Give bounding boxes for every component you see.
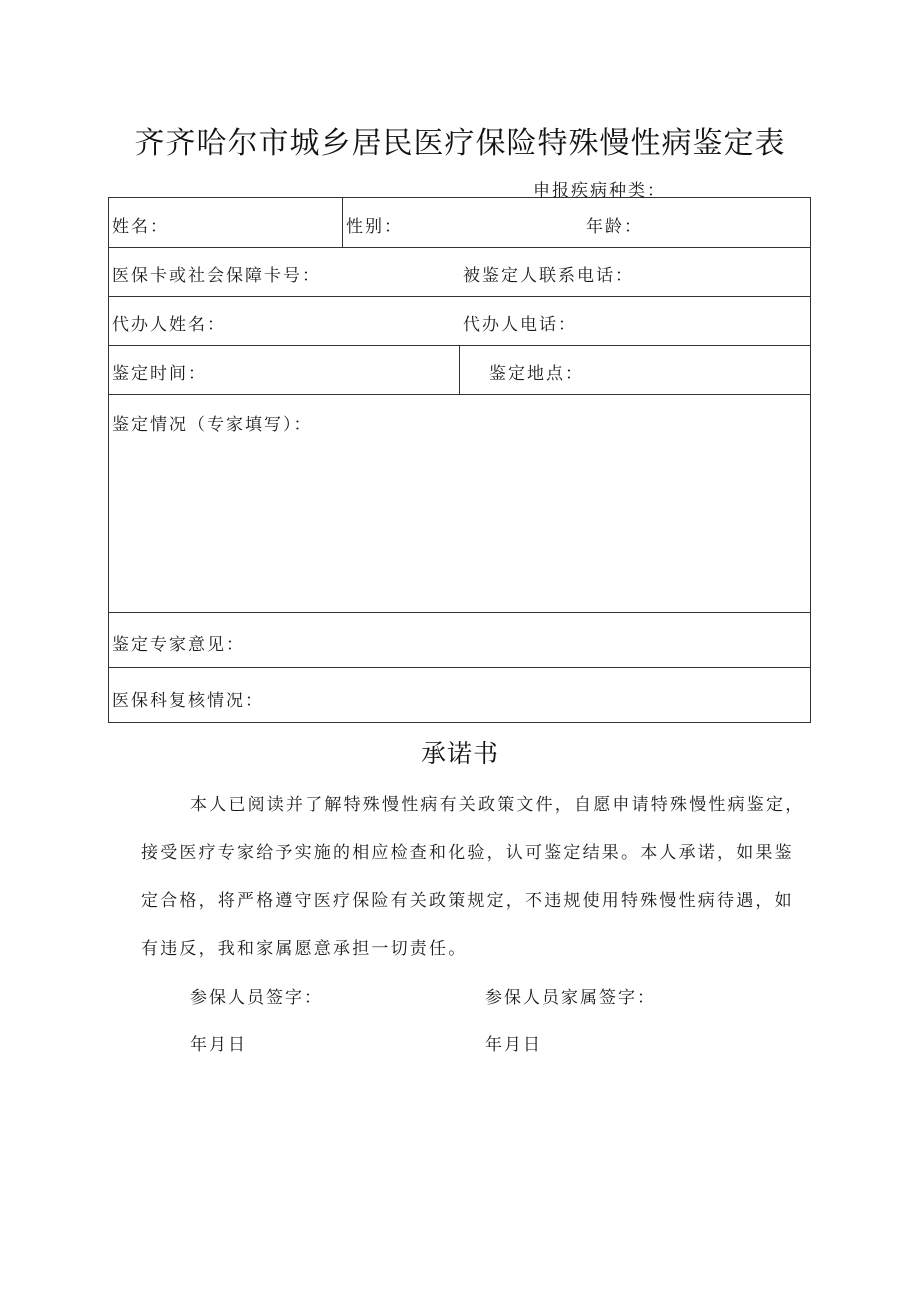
agent-phone-field[interactable]: 代办人电话： [463, 315, 577, 335]
pledge-line: 接受医疗专家给予实施的相应检查和化验，认可鉴定结果。本人承诺，如果鉴 [141, 843, 794, 863]
disease-type-label: 申报疾病种类： [533, 181, 666, 201]
row-divider [109, 247, 810, 248]
review-field[interactable]: 医保科复核情况： [112, 691, 264, 711]
assessment-form-table [108, 197, 811, 723]
name-field[interactable]: 姓名： [112, 217, 169, 237]
insured-date-field[interactable]: 年月日 [190, 1035, 247, 1055]
column-divider [459, 345, 460, 394]
gender-field[interactable]: 性别： [346, 217, 403, 237]
pledge-line: 定合格，将严格遵守医疗保险有关政策规定，不违规使用特殊慢性病待遇，如 [141, 891, 794, 911]
expert-opinion-field[interactable]: 鉴定专家意见： [112, 635, 245, 655]
pledge-line: 本人已阅读并了解特殊慢性病有关政策文件，自愿申请特殊慢性病鉴定， [190, 795, 805, 815]
assessment-place-field[interactable]: 鉴定地点： [489, 364, 584, 384]
row-divider [109, 394, 810, 395]
insured-signature-field[interactable]: 参保人员签字： [190, 988, 323, 1008]
insurance-card-field[interactable]: 医保卡或社会保障卡号： [112, 266, 321, 286]
row-divider [109, 667, 810, 668]
assessment-time-field[interactable]: 鉴定时间： [112, 364, 207, 384]
pledge-line: 有违反，我和家属愿意承担一切责任。 [141, 939, 468, 959]
agent-name-field[interactable]: 代办人姓名： [112, 315, 226, 335]
pledge-title: 承诺书 [420, 739, 499, 768]
row-divider [109, 296, 810, 297]
row-divider [109, 612, 810, 613]
contact-phone-field[interactable]: 被鉴定人联系电话： [463, 266, 634, 286]
column-divider [342, 198, 343, 247]
family-date-field[interactable]: 年月日 [485, 1035, 542, 1055]
age-field[interactable]: 年龄： [586, 217, 643, 237]
assessment-details-field[interactable]: 鉴定情况（专家填写）： [112, 415, 313, 435]
family-signature-field[interactable]: 参保人员家属签字： [485, 988, 656, 1008]
document-title: 齐齐哈尔市城乡居民医疗保险特殊慢性病鉴定表 [134, 126, 786, 161]
